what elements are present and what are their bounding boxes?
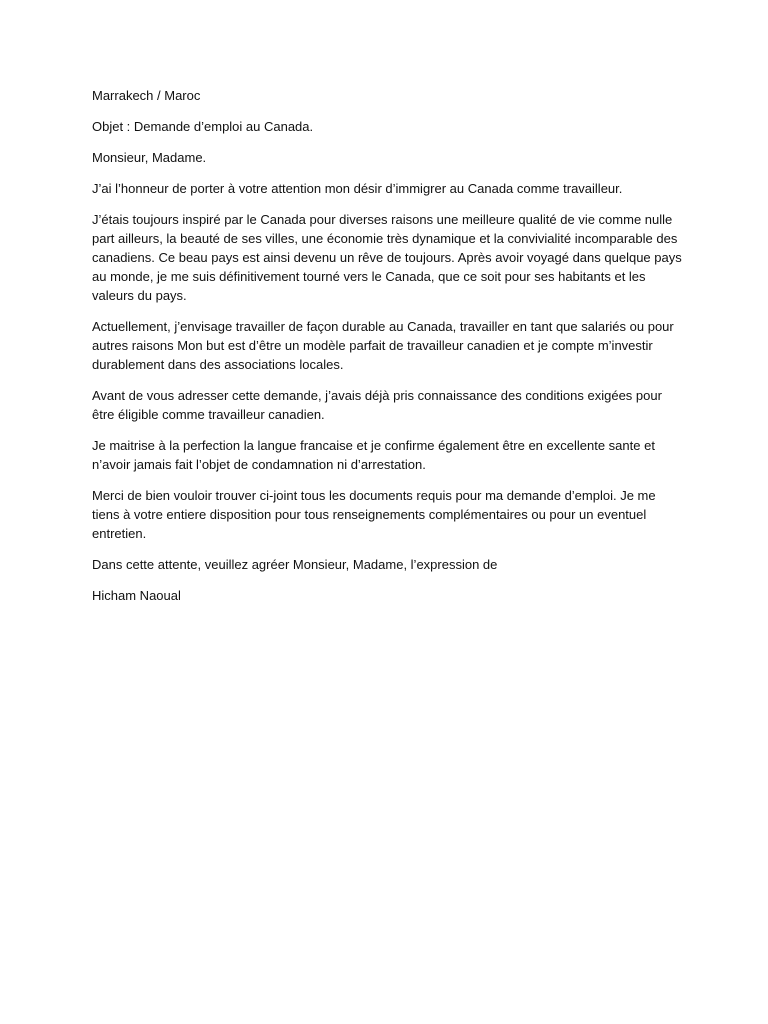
- letter-paragraph: J’étais toujours inspiré par le Canada pour diverses raisons une meilleure qualité de vie comme nulle part ailleurs, la beauté de ses villes, une économie très dynamique et la convivialité incomparable des canadiens. Ce beau pays est ainsi devenu un rêve de toujours. Après avoir voyagé dans quelque pays au monde, je me suis définitivement tourné vers le Canada, que ce soit pour ses habitants et les valeurs du pays.: [92, 212, 682, 303]
- letter-location: Marrakech / Maroc: [92, 88, 201, 103]
- letter-body: [92, 86, 684, 617]
- letter-subject: Objet : Demande d’emploi au Canada.: [92, 119, 314, 134]
- letter-paragraph: Avant de vous adresser cette demande, j’avais déjà pris connaissance des conditions exigées pour être éligible comme travailleur canadien.: [92, 388, 662, 422]
- letter-paragraph: J’ai l’honneur de porter à votre attention mon désir d’immigrer au Canada comme travailleur.: [92, 181, 623, 196]
- letter-paragraph: Merci de bien vouloir trouver ci-joint tous les documents requis pour ma demande d’emploi. Je me tiens à votre entiere disposition pour tous renseignements complémentaires ou pour un eventuel entretien.: [92, 488, 656, 541]
- letter-salutation: Monsieur, Madame.: [92, 150, 207, 165]
- letter-paragraph: Je maitrise à la perfection la langue francaise et je confirme également être en excellente sante et n’avoir jamais fait l’objet de condamnation ni d’arrestation.: [92, 438, 655, 472]
- letter-closing: Dans cette attente, veuillez agréer Monsieur, Madame, l’expression de: [92, 557, 498, 572]
- letter-signature: Hicham Naoual: [92, 588, 181, 603]
- letter-paragraph: Actuellement, j’envisage travailler de façon durable au Canada, travailler en tant que salariés ou pour autres raisons Mon but est d’être un modèle parfait de travailleur canadien et je compte m’investir durablement dans des associations locales.: [92, 319, 674, 372]
